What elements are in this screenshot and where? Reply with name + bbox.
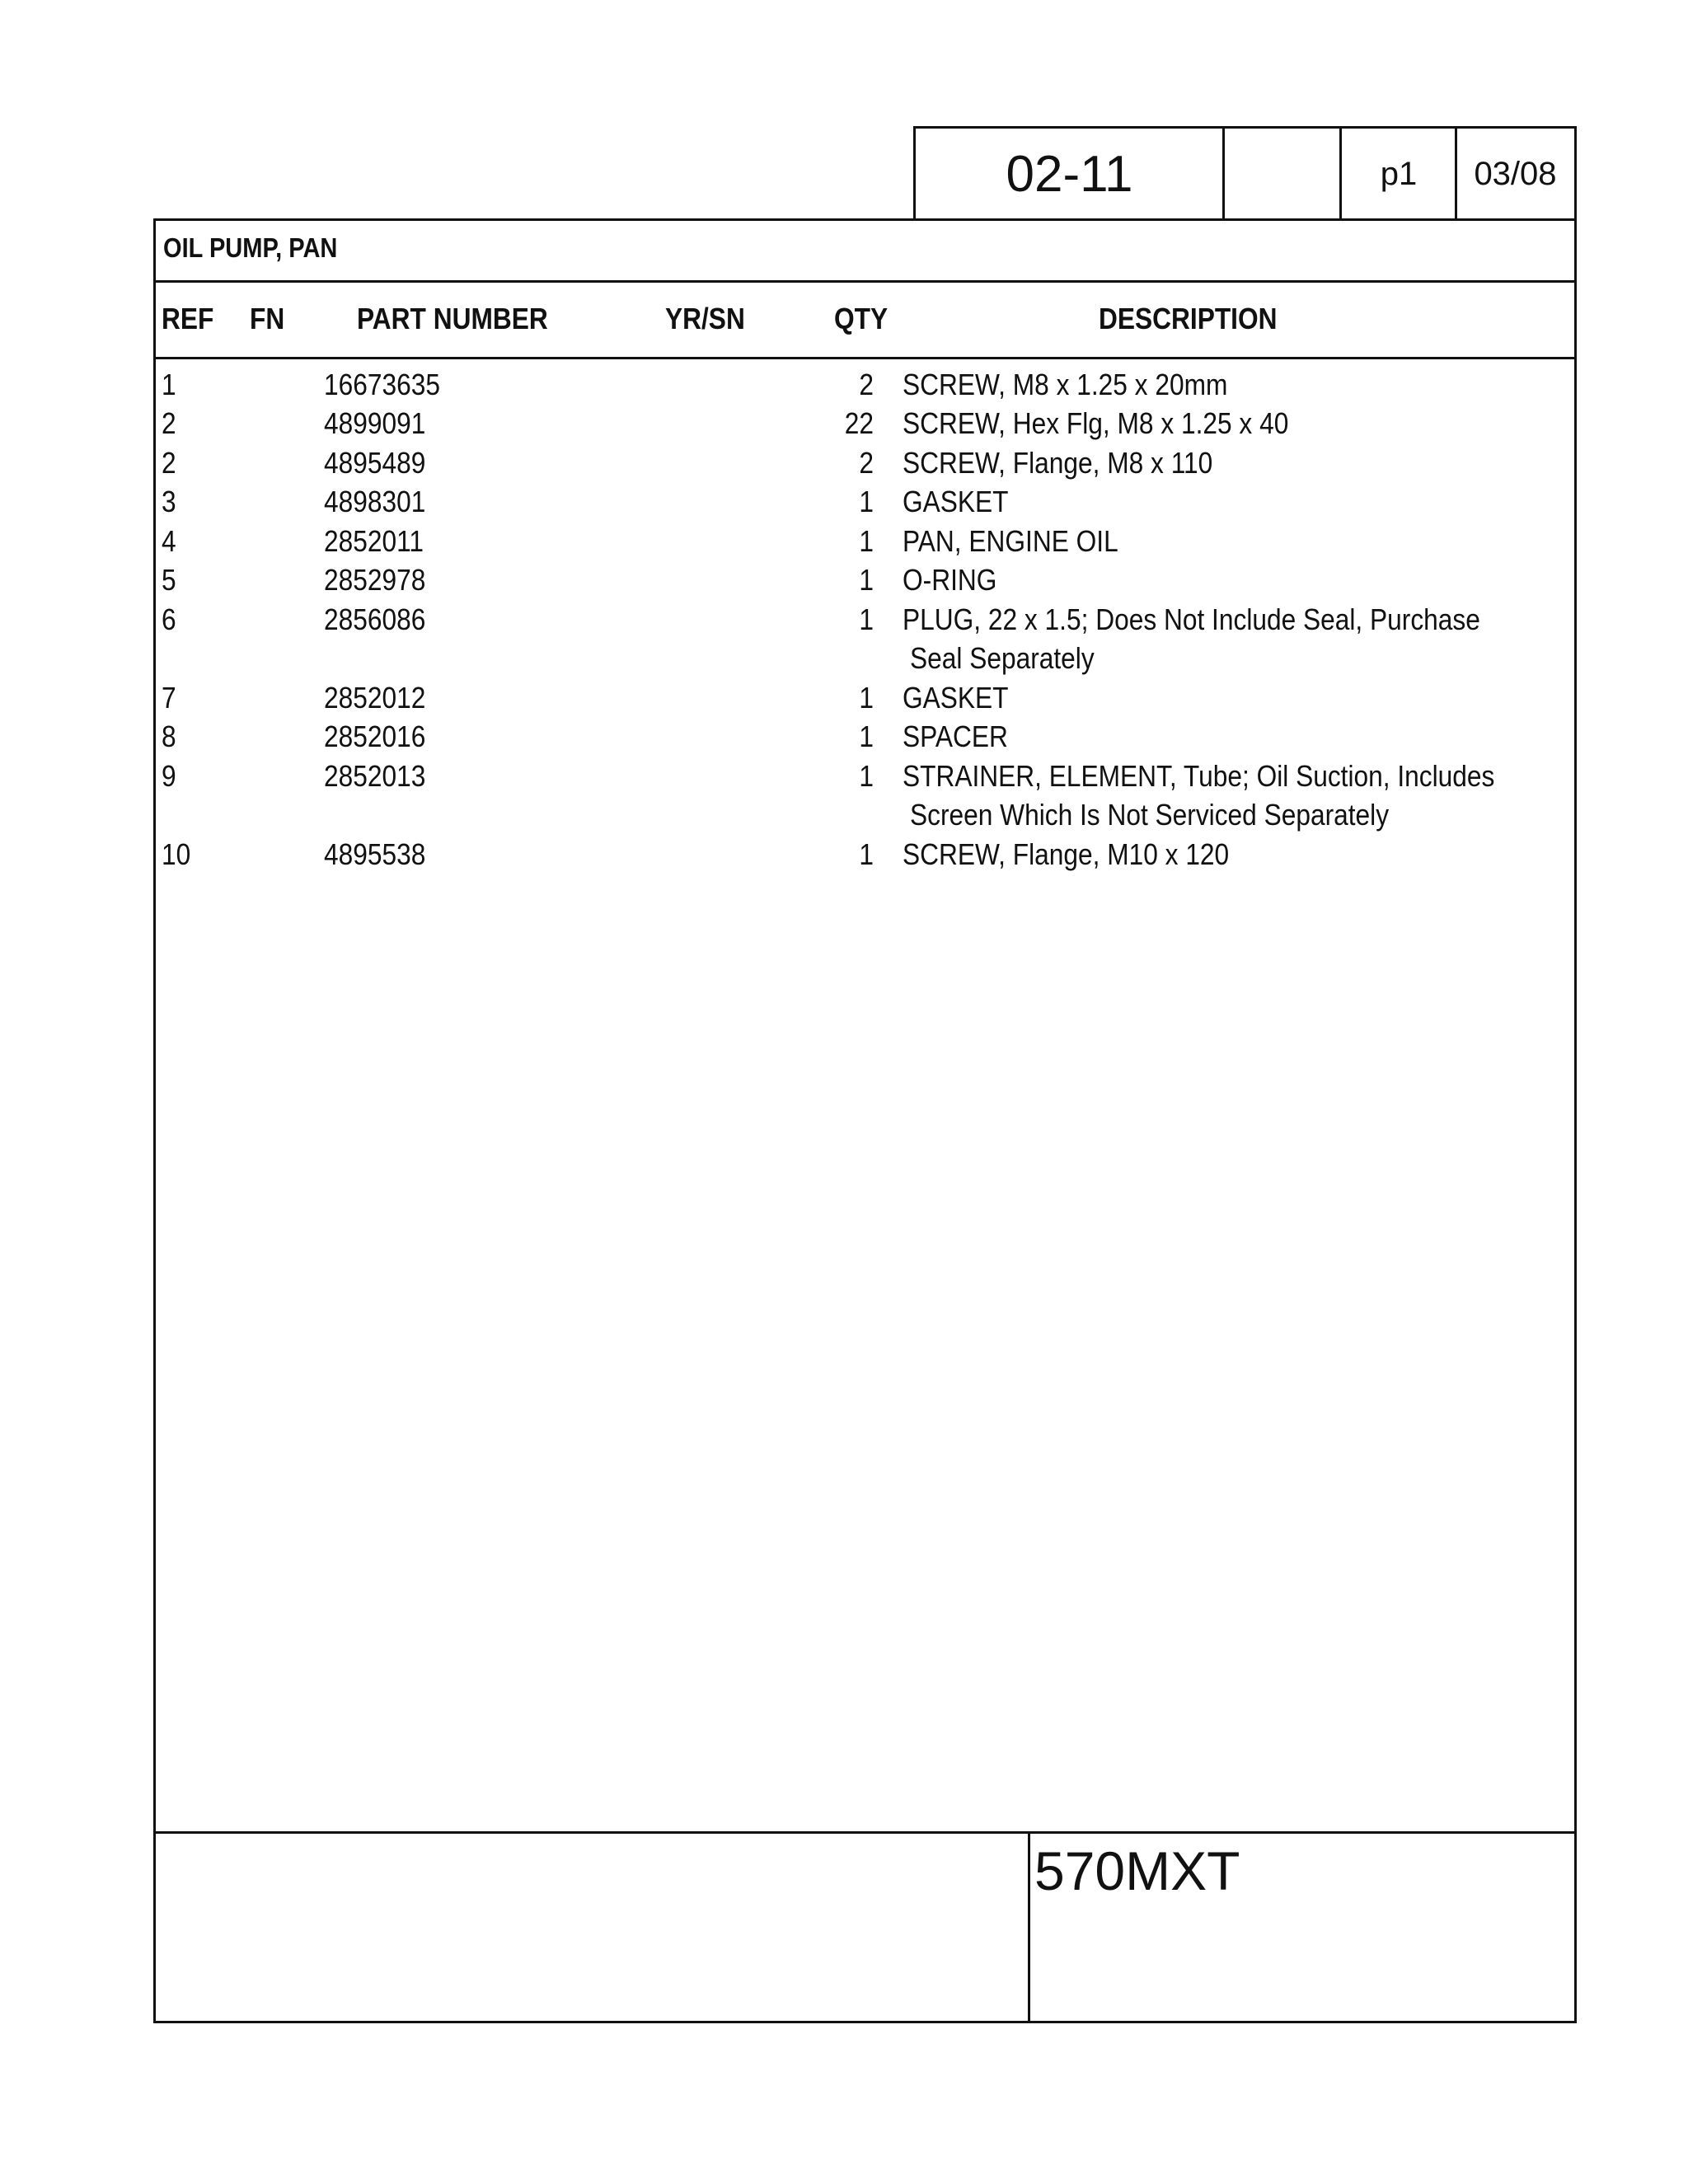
footer-split xyxy=(1028,1831,1030,2023)
row-description-continued: Screen Which Is Not Serviced Separately xyxy=(910,798,1390,832)
row-part-number: 16673635 xyxy=(324,368,440,401)
row-description: O-RING xyxy=(903,563,997,597)
row-qty: 1 xyxy=(859,759,874,793)
col-ref: REF xyxy=(162,302,214,335)
row-part-number: 4899091 xyxy=(324,406,426,440)
row-qty: 22 xyxy=(844,406,874,440)
col-qty: QTY xyxy=(834,302,889,335)
row-ref: 5 xyxy=(162,563,176,597)
page-number: p1 xyxy=(1380,155,1418,192)
row-qty: 1 xyxy=(859,837,874,871)
row-ref: 3 xyxy=(162,485,176,518)
revision-date: 03/08 xyxy=(1474,155,1557,192)
row-description: SCREW, Flange, M10 x 120 xyxy=(903,837,1230,871)
row-qty: 1 xyxy=(859,485,874,518)
col-fn: FN xyxy=(250,302,285,335)
row-ref: 9 xyxy=(162,759,176,793)
row-description: SCREW, M8 x 1.25 x 20mm xyxy=(903,368,1228,401)
row-description: SCREW, Flange, M8 x 110 xyxy=(903,446,1213,480)
row-ref: 6 xyxy=(162,602,176,636)
row-qty: 1 xyxy=(859,602,874,636)
row-ref: 2 xyxy=(162,406,176,440)
col-part-number: PART NUMBER xyxy=(357,302,548,335)
row-qty: 1 xyxy=(859,719,874,753)
row-qty: 2 xyxy=(859,446,874,480)
title-divider xyxy=(153,280,1577,283)
row-qty: 1 xyxy=(859,524,874,558)
row-ref: 7 xyxy=(162,681,176,715)
footer-divider xyxy=(153,1831,1577,1834)
row-ref: 1 xyxy=(162,368,176,401)
row-part-number: 2856086 xyxy=(324,602,426,636)
row-part-number: 4895538 xyxy=(324,837,426,871)
row-description: STRAINER, ELEMENT, Tube; Oil Suction, Includes xyxy=(903,759,1495,793)
row-ref: 2 xyxy=(162,446,176,480)
row-part-number: 2852978 xyxy=(324,563,426,597)
header-blank-cell xyxy=(1224,128,1341,220)
row-ref: 4 xyxy=(162,524,176,558)
row-qty: 2 xyxy=(859,368,874,401)
row-description: SPACER xyxy=(903,719,1008,753)
row-description: GASKET xyxy=(903,485,1009,518)
col-yr-sn: YR/SN xyxy=(665,302,745,335)
row-part-number: 2852013 xyxy=(324,759,426,793)
row-qty: 1 xyxy=(859,681,874,715)
row-description: PAN, ENGINE OIL xyxy=(903,524,1118,558)
row-qty: 1 xyxy=(859,563,874,597)
row-ref: 10 xyxy=(162,837,191,871)
row-part-number: 4895489 xyxy=(324,446,426,480)
row-description: GASKET xyxy=(903,681,1009,715)
row-part-number: 2852016 xyxy=(324,719,426,753)
row-part-number: 4898301 xyxy=(324,485,426,518)
section-number: 02-11 xyxy=(1006,145,1133,203)
col-description: DESCRIPTION xyxy=(1099,302,1278,335)
row-ref: 8 xyxy=(162,719,176,753)
row-part-number: 2852011 xyxy=(324,524,424,558)
row-description-continued: Seal Separately xyxy=(910,641,1095,675)
column-header-divider xyxy=(153,357,1577,359)
row-description: SCREW, Hex Flg, M8 x 1.25 x 40 xyxy=(903,406,1289,440)
model-name: 570MXT xyxy=(1034,1840,1240,1901)
row-part-number: 2852012 xyxy=(324,681,426,715)
page-title: OIL PUMP, PAN xyxy=(163,232,338,263)
row-description: PLUG, 22 x 1.5; Does Not Include Seal, Purchase xyxy=(903,602,1480,636)
